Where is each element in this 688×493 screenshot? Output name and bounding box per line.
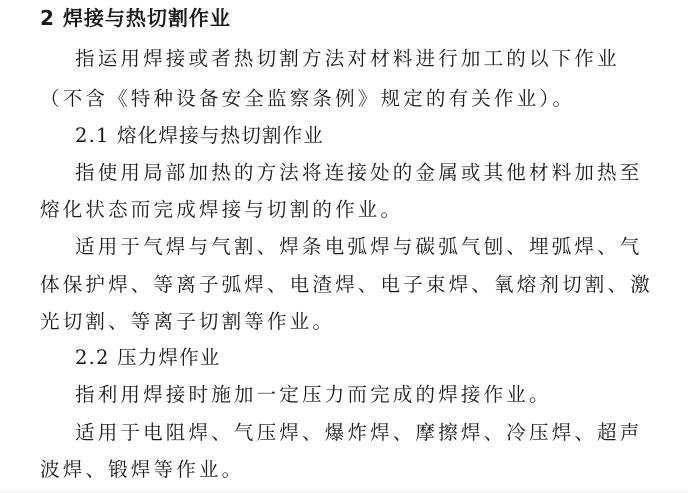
- definition-2-1-line-1: 指使用局部加热的方法将连接处的金属或其他材料加热至: [75, 161, 643, 184]
- page-bottom-edge: [0, 487, 688, 493]
- subsection-title-2-1: 2.1 熔化焊接与热切割作业: [75, 124, 325, 147]
- definition-2-1-line-2: 熔化状态而完成焊接与切割的作业。: [40, 198, 404, 221]
- applicable-2-1-line-2: 体保护焊、等离子弧焊、电渣焊、电子束焊、氧熔剂切割、激: [40, 273, 653, 296]
- definition-2-2-line-1: 指利用焊接时施加一定压力而完成的焊接作业。: [75, 383, 552, 406]
- intro-line-2: （不含《特种设备安全监察条例》规定的有关作业）。: [40, 87, 576, 110]
- applicable-2-2-line-1: 适用于电阻焊、气压焊、爆炸焊、摩擦焊、冷压焊、超声: [75, 421, 643, 444]
- intro-line-1: 指运用焊接或者热切割方法对材料进行加工的以下作业: [75, 47, 620, 70]
- applicable-2-2-line-2: 波焊、锻焊等作业。: [40, 458, 245, 481]
- applicable-2-1-line-3: 光切割、等离子切割等作业。: [40, 310, 336, 333]
- subsection-title-2-2: 2.2 压力焊作业: [75, 346, 221, 369]
- applicable-2-1-line-1: 适用于气焊与气割、焊条电弧焊与碳弧气刨、埋弧焊、气: [75, 235, 643, 258]
- section-title: 2 焊接与热切割作业: [40, 6, 231, 30]
